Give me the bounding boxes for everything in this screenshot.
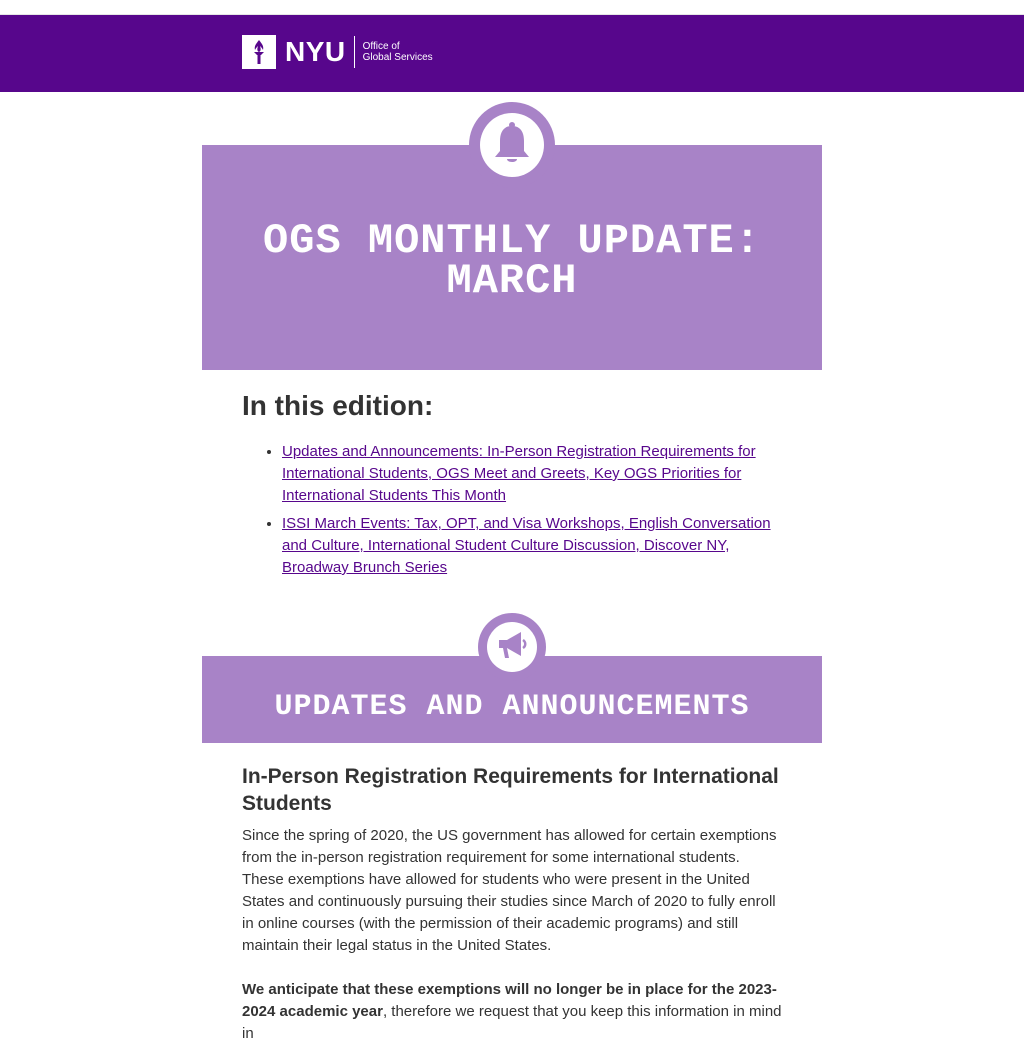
list-item bbox=[282, 441, 782, 507]
edition-link-events[interactable]: ISSI March Events: Tax, OPT, and Visa Workshops, English Conversation and Culture, International Student Culture Discussion, Discover NY, Broadway Brunch Series bbox=[282, 515, 771, 576]
office-line-2: Global Services bbox=[362, 52, 433, 63]
office-line-1: Office of bbox=[362, 41, 400, 52]
article-paragraph-2-bold: We anticipate that these exemptions will no longer be in place for the 2023-2024 academic year bbox=[242, 981, 777, 1020]
edition-heading: In this edition: bbox=[242, 390, 434, 421]
logo-office-text bbox=[363, 41, 433, 63]
article-paragraph-2 bbox=[242, 979, 784, 1045]
bell-icon bbox=[493, 121, 531, 170]
article-paragraph-2-rest: , therefore we request that you keep this information in mind in bbox=[242, 1003, 782, 1042]
hero-badge bbox=[469, 102, 555, 188]
hero-title: OGS MONTHLY UPDATE: MARCH bbox=[263, 217, 761, 305]
nyu-logo[interactable] bbox=[242, 35, 433, 69]
article-registration bbox=[242, 763, 784, 1045]
section-badge bbox=[478, 613, 546, 681]
edition-link-updates[interactable]: Updates and Announcements: In-Person Registration Requirements for International Students, OGS Meet and Greets, Key OGS Priorities for International Students This Month bbox=[282, 443, 756, 504]
header-bar bbox=[0, 15, 1024, 92]
megaphone-icon bbox=[495, 629, 529, 666]
edition-list bbox=[242, 441, 782, 579]
edition-section bbox=[242, 388, 782, 585]
logo-divider bbox=[354, 36, 355, 68]
article-heading: In-Person Registration Requirements for International Students bbox=[242, 765, 779, 815]
torch-icon bbox=[242, 35, 276, 69]
top-strip bbox=[0, 0, 1024, 15]
section-title: UPDATES AND ANNOUNCEMENTS bbox=[274, 690, 750, 724]
article-paragraph-1: Since the spring of 2020, the US government has allowed for certain exemptions from the in-person registration requirement for some international students. These exemptions have allowed for students who were present in the United States and continuously pursuing their studies since March of 2020 to fully enroll in online courses (with the permission of their academic programs) and still maintain their legal status in the United States. bbox=[242, 827, 777, 954]
logo-wordmark: NYU bbox=[285, 36, 346, 67]
list-item bbox=[282, 513, 782, 579]
